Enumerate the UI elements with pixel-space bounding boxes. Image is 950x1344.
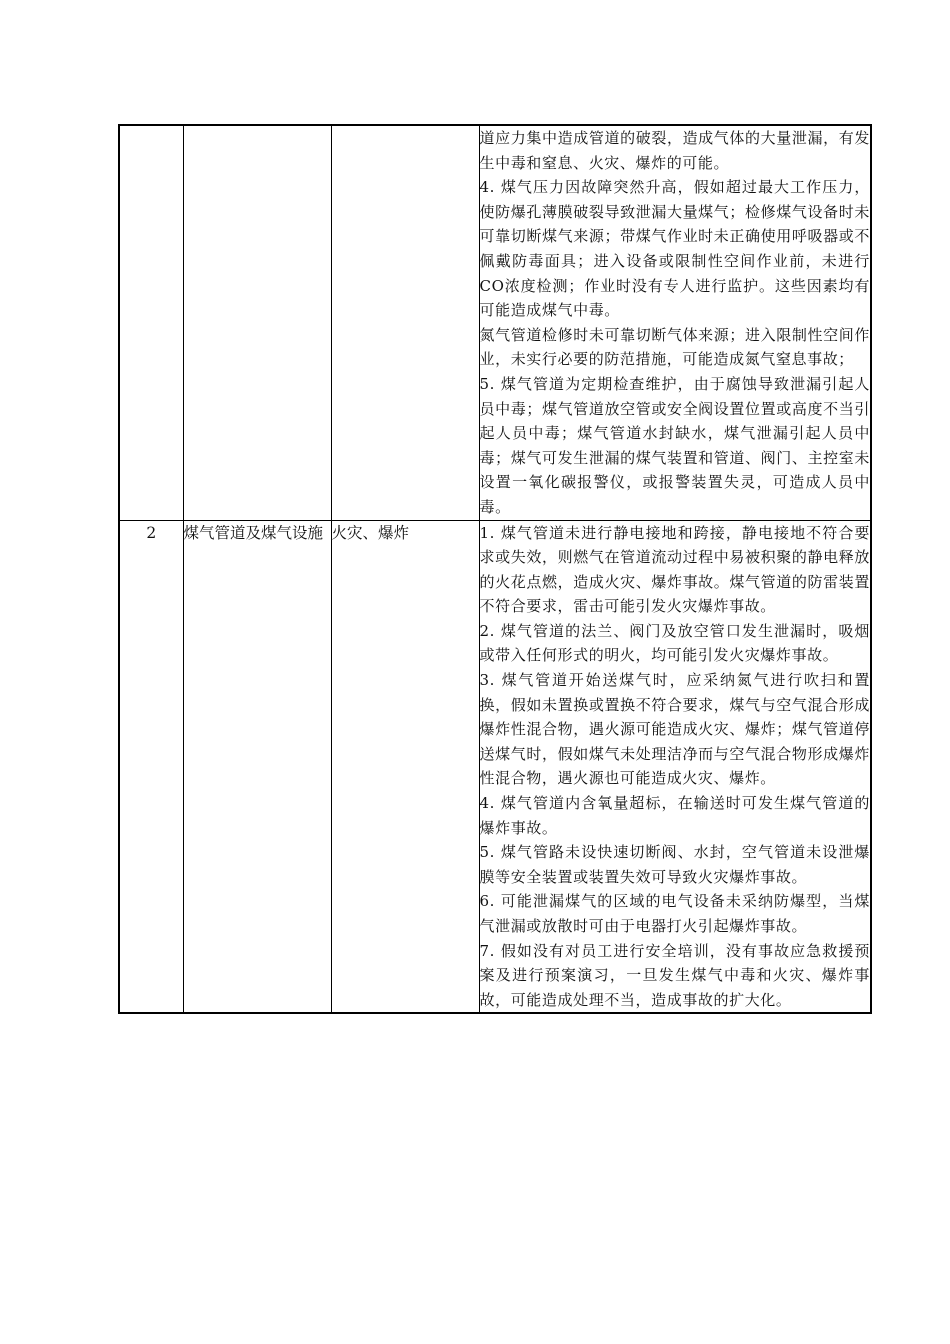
description-paragraph: 1. 煤气管道未进行静电接地和跨接，静电接地不符合要求或失效，则燃气在管道流动过程中易被积聚的静电释放的火花点燃，造成火灾、爆炸事故。煤气管道的防雷装置不符合要求，雷击可能引发火灾爆炸事故。 [479, 523, 870, 616]
risk-cell: 火灾、爆炸 [331, 520, 479, 1013]
unit-cell [183, 125, 331, 520]
table-row [119, 125, 871, 520]
description-paragraph: 4. 煤气管道内含氧量超标，在输送时可发生煤气管道的爆炸事故。 [479, 794, 870, 837]
description-paragraph: 7. 假如没有对员工进行安全培训，没有事故应急救援预案及进行预案演习，一旦发生煤气中毒和火灾、爆炸事故，可能造成处理不当，造成事故的扩大化。 [479, 941, 870, 1009]
description-paragraph: 4. 煤气压力因故障突然升高，假如超过最大工作压力，使防爆孔薄膜破裂导致泄漏大量煤气；检修煤气设备时未可靠切断煤气来源；带煤气作业时未正确使用呼吸器或不佩戴防毒面具；进入设备或限制性空间作业前，未进行CO浓度检测；作业时没有专人进行监护。这些因素均有可能造成煤气中毒。 [479, 178, 870, 320]
table-row [119, 520, 871, 1013]
description-paragraph: 3. 煤气管道开始送煤气时，应采纳氮气进行吹扫和置换，假如未置换或置换不符合要求，煤气与空气混合形成爆炸性混合物，遇火源可能造成火灾、爆炸；煤气管道停送煤气时，假如煤气未处理洁净而与空气混合物形成爆炸性混合物，遇火源也可能造成火灾、爆炸。 [479, 671, 870, 788]
description-paragraph: 5. 煤气管道为定期检查维护，由于腐蚀导致泄漏引起人员中毒；煤气管道放空管或安全阀设置位置或高度不当引起人员中毒；煤气管道水封缺水，煤气泄漏引起人员中毒；煤气可发生泄漏的煤气装置和管道、阀门、主控室未设置一氧化碳报警仪，或报警装置失灵，可造成人员中毒。 [479, 374, 870, 516]
description-paragraph: 道应力集中造成管道的破裂，造成气体的大量泄漏，有发生中毒和窒息、火灾、爆炸的可能。 [479, 129, 870, 172]
unit-cell: 煤气管道及煤气设施 [183, 520, 331, 1013]
description-paragraph: 氮气管道检修时未可靠切断气体来源；进入限制性空间作业，未实行必要的防范措施，可能造成氮气窒息事故； [479, 325, 870, 369]
description-paragraph: 2. 煤气管道的法兰、阀门及放空管口发生泄漏时，吸烟或带入任何形式的明火，均可能引发火灾爆炸事故。 [479, 621, 870, 665]
hazard-table [118, 124, 872, 1014]
row-number-cell: 2 [119, 520, 183, 1013]
row-number-cell [119, 125, 183, 520]
description-cell [479, 125, 871, 520]
risk-cell [331, 125, 479, 520]
description-cell [479, 520, 871, 1013]
description-paragraph: 5. 煤气管路未设快速切断阀、水封，空气管道未设泄爆膜等安全装置或装置失效可导致火灾爆炸事故。 [479, 843, 870, 886]
description-paragraph: 6. 可能泄漏煤气的区域的电气设备未采纳防爆型，当煤气泄漏或放散时可由于电器打火引起爆炸事故。 [479, 892, 870, 935]
